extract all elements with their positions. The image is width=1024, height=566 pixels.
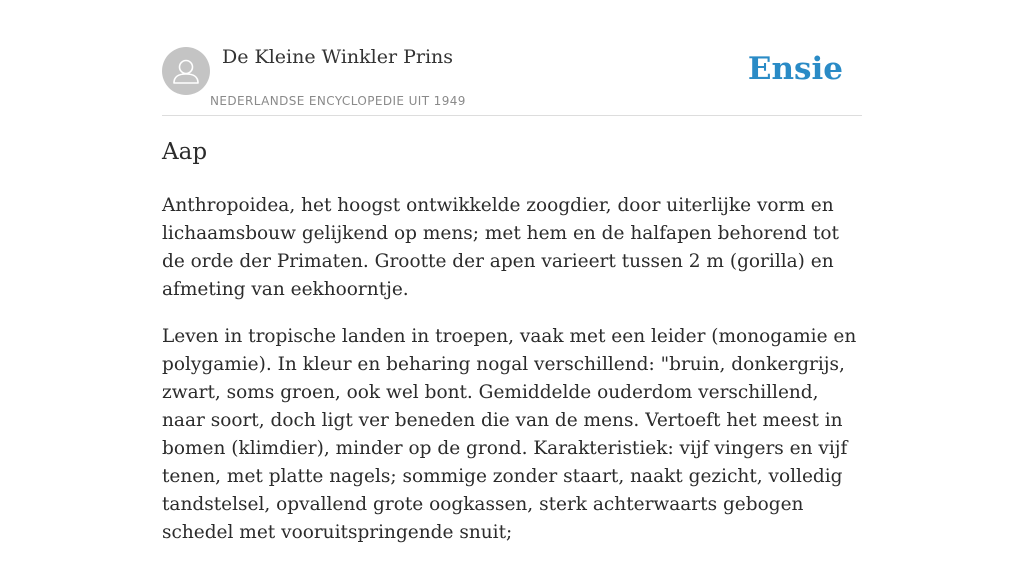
user-silhouette-icon <box>162 47 210 95</box>
article-paragraph: Leven in tropische landen in troepen, vaak met een leider (monogamie en polygamie). In kleur en beharing nogal verschillend: "bruin, donkergrijs, zwart, soms groen, ook wel bont. Gemiddelde ouderdom verschillend, naar soort, doch ligt ver beneden die van de mens. Vertoeft het meest in bomen (klimdier), minder op de grond. Karakteristiek: vijf vingers en vijf tenen, met platte nagels; sommige zonder staart, naakt gezicht, volledig tandstelsel, opvallend grote oogkassen, sterk achterwaarts gebogen schedel met vooruitspringende snuit; <box>162 326 857 543</box>
article-title: Aap <box>162 139 208 165</box>
article-paragraph: Anthropoidea, het hoogst ontwikkelde zoogdier, door uiterlijke vorm en lichaamsbouw gelijkend op mens; met hem en de halfapen behorend tot de orde der Primaten. Grootte der apen varieert tussen 2 m (gorilla) en afmeting van eekhoorntje. <box>162 195 839 300</box>
source-header <box>162 0 862 116</box>
source-title[interactable]: De Kleine Winkler Prins <box>222 46 454 68</box>
page-container <box>162 0 862 543</box>
article-body <box>162 192 862 566</box>
avatar[interactable] <box>162 47 210 95</box>
ensie-logo-link[interactable]: Ensie <box>747 51 843 87</box>
source-subtitle: NEDERLANDSE ENCYCLOPEDIE UIT 1949 <box>210 94 466 108</box>
